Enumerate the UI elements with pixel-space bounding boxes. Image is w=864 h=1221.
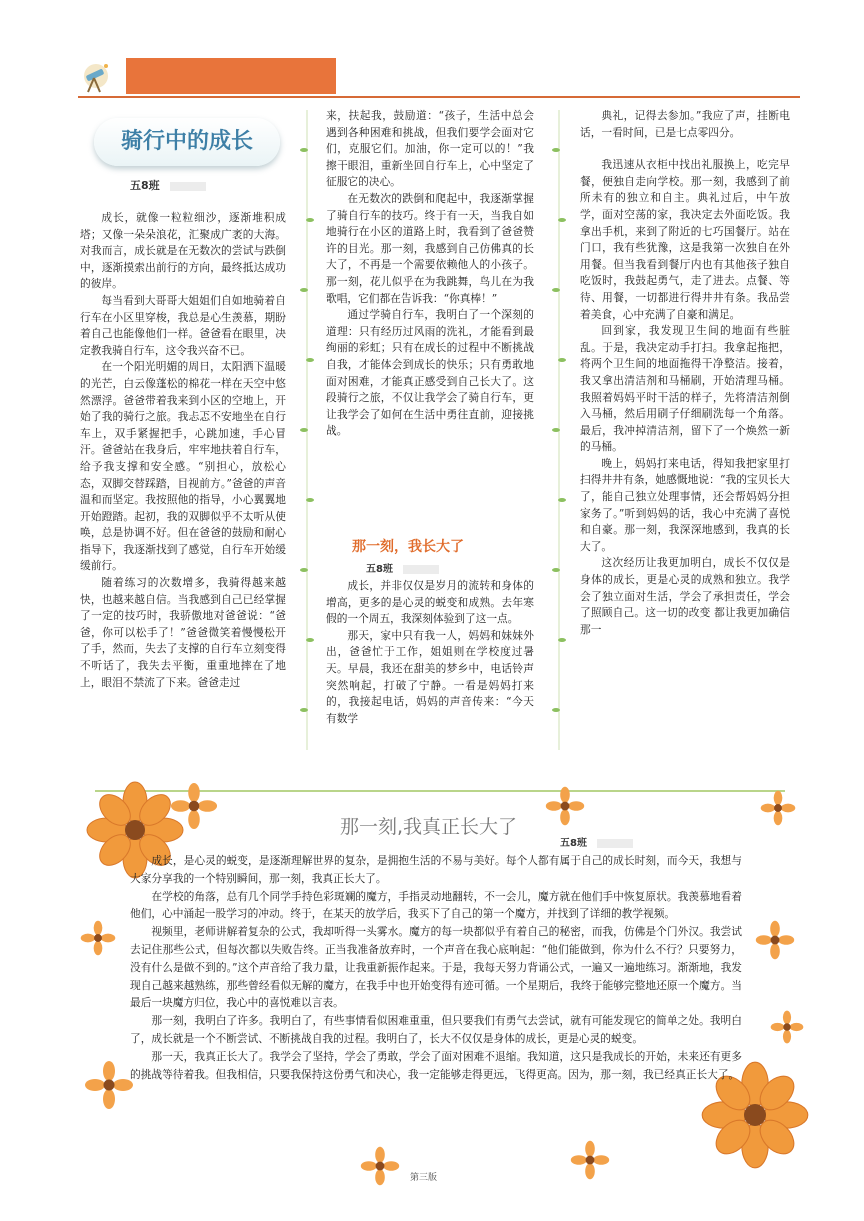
paragraph: 那天，家中只有我一人，妈妈和妹妹外出，爸爸忙于工作，姐姐则在学校度过暑天。早晨，我还在甜美的梦乡中，电话铃声突然响起，打破了宁静。一看是妈妈打来的，我接起电话，妈妈的声音传来：“今天有数学 — [326, 628, 534, 725]
article-title: 那一刻,我真正长大了 — [340, 816, 518, 838]
paragraph: 那一刻，我明白了许多。我明白了，有些事情看似困难重重，但只要我们有勇气去尝试，就有可能发现它的简单之处。我明白了，成长就是一个不断尝试、不断挑战自我的过程。我明白了，长大不仅仅是身体的成长，更是心灵的蜕变。 — [130, 1014, 742, 1045]
flower-icon — [570, 1140, 610, 1180]
vine-decoration — [552, 110, 566, 750]
page-number: 第三版 — [410, 1173, 438, 1183]
class-label: 五8班 — [366, 564, 393, 575]
paragraph: 回到家，我发现卫生间的地面有些脏乱。于是，我决定动手打扫。我拿起拖把，将两个卫生间的地面拖得干净整洁。接着，我又拿出清洁剂和马桶刷，开始清理马桶。我照着妈妈平时干活的样子，先将清洁剂倒入马桶，然后用刷子仔细刷洗每一个角落。最后，我冲掉清洁剂，留下了一个焕然一新的马桶。 — [580, 324, 790, 454]
author-name-blurred — [597, 839, 633, 848]
flower-icon — [170, 782, 218, 830]
paragraph: 通过学骑自行车，我明白了一个深刻的道理：只有经历过风雨的洗礼，才能看到最绚丽的彩虹；只有在成长的过程中不断挑战自我，才能体会到成长的快乐；只有勇敢地面对困难，才能真正感受到自己长大了。这段骑行之旅，不仅让我学会了骑自行车，更让我学会了如何在生活中勇往直前，迎接挑战。 — [326, 308, 534, 438]
telescope-icon — [78, 60, 114, 94]
article-title: 那一刻，我长大了 — [352, 539, 464, 555]
paragraph — [580, 141, 790, 157]
article-title: 骑行中的成长 — [94, 118, 280, 166]
article-byline — [560, 834, 633, 849]
flower-icon — [760, 790, 796, 826]
header-divider — [78, 96, 800, 98]
article2-column — [326, 578, 534, 727]
flower-icon — [755, 920, 795, 960]
flower-icon — [84, 1060, 134, 1110]
paragraph: 这次经历让我更加明白，成长不仅仅是身体的成长，更是心灵的成熟和独立。我学会了独立面对生活，学会了承担责任，学会了照顾自己。这一切的改变 都让我更加确信 那一 — [580, 556, 790, 636]
paragraph: 那一天，我真正长大了。我学会了坚持，学会了勇敢，学会了面对困难不退缩。我知道，这只是我成长的开始，未来还有更多的挑战等待着我。但我相信，只要我保持这份勇气和决心，我一定能够走得更远，飞得更高。因为，那一刻，我已经真正长大了。 — [130, 1049, 742, 1081]
class-label: 五8班 — [560, 838, 587, 849]
flower-icon — [80, 920, 116, 956]
paragraph: 随着练习的次数增多，我骑得越来越快，也越来越自信。当我感到自己已经掌握了一定的技巧时，我骄傲地对爸爸说：“爸爸，你可以松手了！”爸爸微笑着慢慢松开了手，然而，失去了支撑的自行车立刻变得不听话了，我失去平衡，重重地摔在了地上，眼泪不禁流了下来。爸爸走过 — [80, 576, 286, 689]
article1-column — [80, 210, 286, 691]
paragraph: 在无数次的跌倒和爬起中，我逐渐掌握了骑自行车的技巧。终于有一天，当我自如地骑行在小区的道路上时，我看到了爸爸赞许的目光。那一刻，我感到自己仿佛真的长大了，不再是一个需要依赖他人的小孩子。那一刻，花儿似乎在为我跳舞，鸟儿在为我歌唱，它们都在告诉我：“你真棒！” — [326, 191, 534, 305]
paragraph: 视频里，老师讲解着复杂的公式，我却听得一头雾水。魔方的每一块都似乎有着自己的秘密，而我，仿佛是个门外汉。我尝试去记住那些公式，但每次都以失败告终。正当我准备放弃时，一个声音在我心底响起：“他们能做到，你为什么不行？只要努力，没有什么是做不到的。”这个声音给了我力量，让我重新振作起来。于是，我每天努力背诵公式，一遍又一遍地练习。渐渐地，我发现自己越来越熟练，那些曾经看似无解的魔方，在我手中也开始变得有迹可循。一个星期后，我终于能够完整地还原一个魔方。当最后一块魔方归位，我心中的喜悦难以言表。 — [130, 925, 742, 1010]
paragraph: 我迅速从衣柜中找出礼服换上，吃完早餐，便独自走向学校。那一刻，我感到了前所未有的独立和自主。典礼过后，中午放学，面对空荡的家，我决定去外面吃饭。我拿出手机，来到了附近的七巧国餐厅。站在门口，我有些犹豫，这是我第一次独自在外用餐。但当我看到餐厅内也有其他孩子独自吃饭时，我鼓起勇气，走了进去。点餐、等待、用餐，一切都进行得井井有条。我品尝着美食，心中充满了自豪和满足。 — [580, 158, 790, 321]
article-byline — [130, 177, 206, 193]
paragraph: 成长，是心灵的蜕变，是逐渐理解世界的复杂，是拥抱生活的不易与美好。每个人都有属于自己的成长时刻，而今天，我想与大家分享我的一个特别瞬间，那一刻，我真正长大了。 — [130, 854, 742, 885]
article2-continued-column — [580, 108, 790, 638]
vine-decoration — [300, 110, 314, 750]
article-byline — [366, 560, 439, 575]
paragraph: 成长，并非仅仅是岁月的流转和身体的增高，更多的是心灵的蜕变和成熟。去年寒假的一个周五，我深刻体验到了这一点。 — [326, 579, 534, 626]
flower-icon — [770, 1010, 804, 1044]
article3-body — [130, 852, 742, 1083]
page-header — [78, 50, 800, 100]
paragraph: 在学校的角落，总有几个同学手持色彩斑斓的魔方，手指灵动地翻转，不一会儿，魔方就在他们手中恢复原状。我羡慕地看着他们，心中涌起一股学习的冲动。终于，在某天的放学后，我买下了自己的第一个魔方，并找到了详细的教学视频。 — [130, 889, 742, 921]
paragraph: 典礼，记得去参加。”我应了声，挂断电话，一看时间，已是七点零四分。 — [580, 109, 790, 139]
author-name-blurred — [403, 565, 439, 574]
paragraph: 在一个阳光明媚的周日，太阳洒下温暖的光芒，白云像蓬松的棉花一样在天空中悠然漂浮。爸爸带着我来到小区的空地上，开始了我的骑行之旅。我忐忑不安地坐在自行车上，双手紧握把手，心跳加速，手心冒汗。爸爸站在我身后，牢牢地扶着自行车，给予我支撑和安全感。“别担心，放松心态，双脚交替踩踏，目视前方。”爸爸的声音温和而坚定。我按照他的指导，小心翼翼地开始蹬踏。起初，我的双脚似乎不太听从使唤，总是协调不好。但在爸爸的鼓励和耐心指导下，我逐渐找到了感觉，自行车开始缓缓前行。 — [80, 360, 286, 573]
author-name-blurred — [170, 182, 206, 191]
paragraph: 来，扶起我，鼓励道：“孩子，生活中总会遇到各种困难和挑战，但我们要学会面对它们，克服它们。加油，你一定可以的！”我擦干眼泪，重新坐回自行车上，心中坚定了征服它的决心。 — [326, 109, 534, 189]
class-label: 五8班 — [130, 179, 160, 192]
paragraph: 成长，就像一粒粒细沙，逐渐堆积成塔；又像一朵朵浪花，汇聚成广袤的大海。对我而言，成长就是在无数次的尝试与跌倒中，逐渐摸索出前行的方向，最终抵达成功的彼岸。 — [80, 211, 286, 291]
flower-icon — [360, 1146, 400, 1186]
flower-icon — [545, 786, 585, 826]
paragraph: 晚上，妈妈打来电话，得知我把家里打扫得井井有条，她感慨地说：“我的宝贝长大了，能自己独立处理事情，还会帮妈妈分担家务了。”听到妈妈的话，我心中充满了喜悦和自豪。那一刻，我深深地感到，我真的长大了。 — [580, 456, 790, 553]
article1-continued-column — [326, 108, 534, 440]
header-ribbon — [126, 58, 336, 94]
paragraph: 每当看到大哥哥大姐姐们自如地骑着自行车在小区里穿梭，我总是心生羡慕，期盼着自己也能像他们一样。爸爸看在眼里，决定教我骑自行车，这令我兴奋不已。 — [80, 293, 286, 357]
